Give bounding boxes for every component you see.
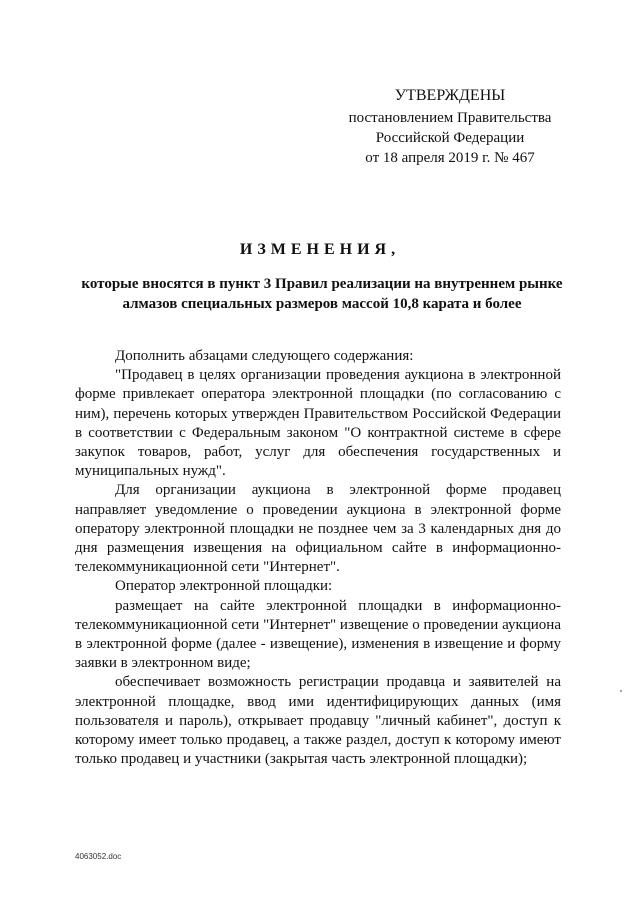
paragraph: "Продавец в целях организации проведения аукциона в электронной форме привлекает оператора электронной площадки (по согласованию с ним), перечень которых утвержден Правительством Российской Федерации в соответствии с Федеральным законом "О контрактной системе в сфере закупок товаров, работ, услуг для обеспечения государственных и муниципальных нужд".	[75, 367, 561, 480]
paragraph: Оператор электронной площадки:	[115, 578, 333, 595]
paragraph: Для организации аукциона в электронной форме продавец направляет уведомление о проведении аукциона в электронной форме оператору электронной площадки не позднее чем за 3 календарных дня до дня размещения извещения на официальном сайте в информационно-телекоммуникационной сети "Интернет".	[75, 482, 561, 576]
document-body	[75, 347, 561, 769]
approval-block	[320, 86, 580, 168]
scan-speck	[620, 690, 622, 692]
approval-line-3: от 18 апреля 2019 г. № 467	[365, 150, 535, 166]
approval-line-2: Российской Федерации	[375, 130, 525, 146]
footer-filename: 4063052.doc	[75, 852, 122, 861]
approval-line-1: постановлением Правительства	[348, 110, 552, 126]
approval-title: УТВЕРЖДЕНЫ	[394, 87, 506, 104]
document-subtitle: которые вносятся в пункт 3 Правил реализации на внутреннем рынке алмазов специальных размеров массой 10,8 карата и более	[81, 276, 563, 312]
paragraph-intro: Дополнить абзацами следующего содержания:	[115, 348, 414, 364]
paragraph: обеспечивает возможность регистрации продавца и заявителей на электронной площадке, ввод ими идентифицирующих данных (имя пользователя и пароль), открывает продавцу "личный кабинет", доступ к которому имеет только продавец, а также раздел, доступ к которому имеют только продавец и участники (закрытая часть электронной площадки);	[75, 674, 561, 768]
document-title: ИЗМЕНЕНИЯ,	[239, 241, 401, 258]
paragraph: размещает на сайте электронной площадки в информационно-телекоммуникационной сети "Интернет" извещение о проведении аукциона в электронной форме (далее - извещение), изменения в извещение и форму заявки в электронном виде;	[75, 597, 561, 672]
